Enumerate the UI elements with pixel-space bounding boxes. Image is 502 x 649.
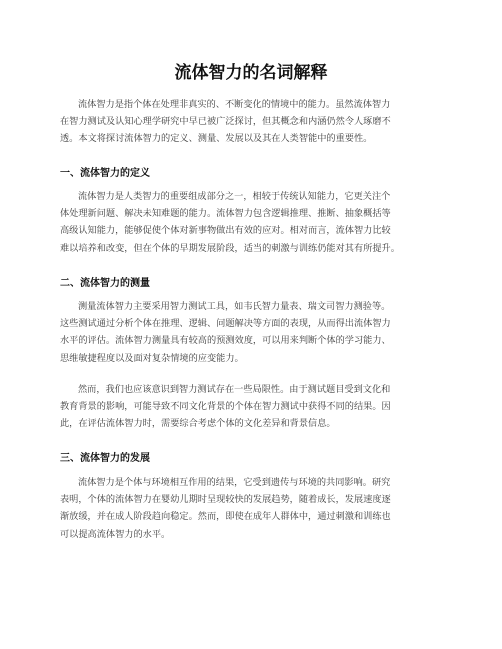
text-line: 然而，我们也应该意识到智力测试存在一些局限性。由于测试题目受到文化和	[78, 384, 391, 395]
text-line: 此，在评估流体智力时，需要综合考虑个体的文化差异和背景信息。	[60, 418, 336, 430]
text-line: 体处理新问题、解决未知难题的能力。流体智力包含逻辑推理、推断、抽象概括等	[60, 208, 391, 220]
section-heading-definition: 一、流体智力的定义	[60, 168, 150, 179]
text-line: 可以提高流体智力的水平。	[60, 528, 171, 540]
text-line: 流体智力是个体与环境相互作用的结果，它受到遗传与环境的共同影响。研究	[78, 477, 391, 488]
text-line: 渐放缓，并在成人阶段趋向稳定。然而，即使在成年人群体中，通过刺激和训练也	[60, 511, 391, 523]
section-definition-paragraph	[60, 188, 443, 257]
text-line: 高级认知能力，能够促使个体对新事物做出有效的应对。相对而言，流体智力比较	[60, 225, 391, 237]
text-line: 思维敏捷程度以及面对复杂情境的应变能力。	[60, 352, 244, 364]
text-line: 教育背景的影响，可能导致不同文化背景的个体在智力测试中获得不同的结果。因	[60, 401, 391, 413]
text-line: 透。本文将探讨流体智力的定义、测量、发展以及其在人类智能中的重要性。	[60, 133, 373, 145]
text-line: 这些测试通过分析个体在推理、逻辑、问题解决等方面的表现，从而得出流体智力	[60, 318, 391, 330]
section-measurement-paragraph-2	[60, 381, 443, 433]
section-measurement-paragraph-1	[60, 298, 443, 367]
text-line: 在智力测试及认知心理学研究中早已被广泛探讨，但其概念和内涵仍然令人琢磨不	[60, 116, 391, 128]
text-line: 测量流体智力主要采用智力测试工具，如韦氏智力量表、瑞文司智力测验等。	[78, 301, 391, 312]
text-line: 流体智力是指个体在处理非真实的、不断变化的情境中的能力。虽然流体智力	[78, 99, 391, 110]
text-line: 流体智力是人类智力的重要组成部分之一，相较于传统认知能力，它更关注个	[78, 191, 391, 202]
text-line: 难以培养和改变，但在个体的早期发展阶段，适当的刺激与训练仍能对其有所提升。	[60, 242, 400, 254]
intro-paragraph	[60, 96, 443, 148]
section-development-paragraph	[60, 474, 443, 543]
text-line: 水平的评估。流体智力测量具有较高的预测效度，可以用来判断个体的学习能力、	[60, 335, 391, 347]
section-heading-development: 三、流体智力的发展	[60, 453, 150, 464]
document-title: 流体智力的名词解释	[174, 63, 328, 83]
section-heading-measurement: 二、流体智力的测量	[60, 278, 150, 289]
text-line: 表明，个体的流体智力在婴幼儿期时呈现较快的发展趋势，随着成长，发展速度逐	[60, 494, 391, 506]
